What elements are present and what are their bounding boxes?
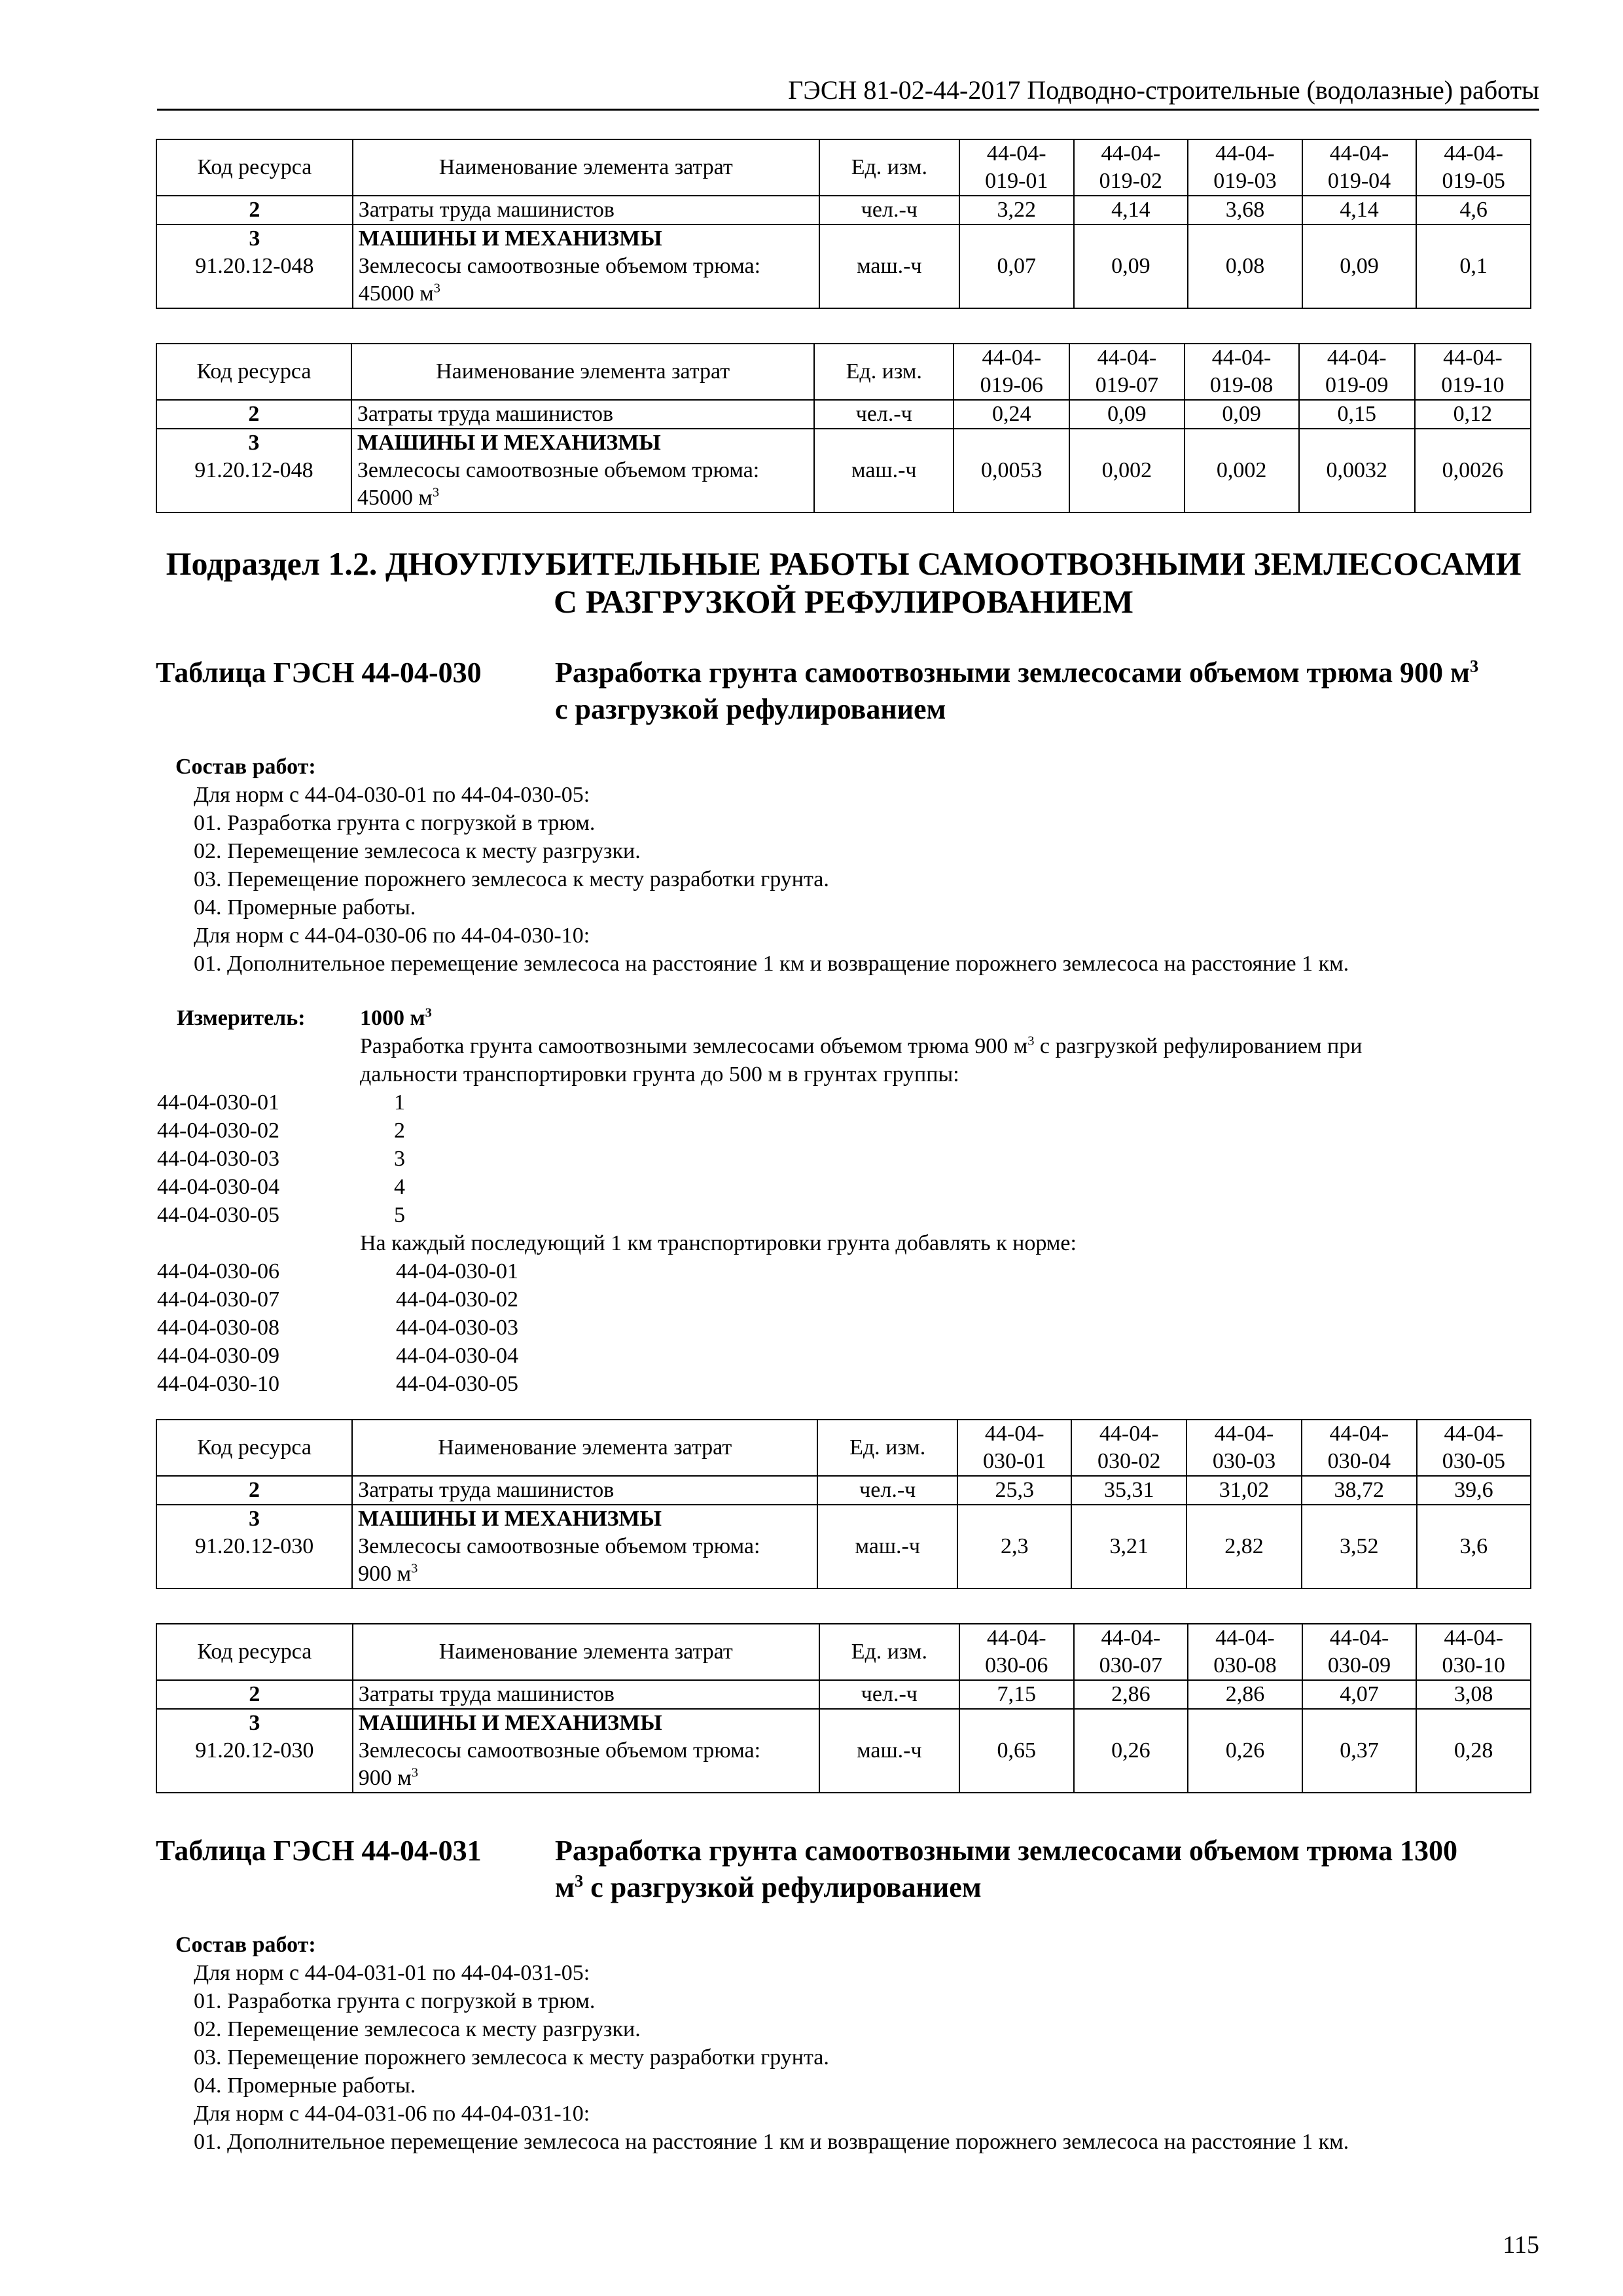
norm-code: 44-04-030-10 [157,1372,279,1396]
col-header-norm: 44-04- 019-07 [1069,344,1184,400]
cell-value: 31,02 [1186,1476,1302,1505]
meter-desc: Разработка грунта самоотвозными землесосами объемом трюма 900 $м^3$ с разгрузкой рефулированием при [360,1033,1363,1058]
cell-value: 0,09 [1302,224,1417,308]
col-header-norm: 44-04- 030-10 [1416,1624,1531,1680]
col-header-norm: 44-04- 030-04 [1302,1420,1417,1476]
cell-code: 3 91.20.12-048 [156,224,353,308]
table-title-030: Разработка грунта самоотвозными землесосами объемом трюма 900 $м^3$ с разгрузкой рефулированием [555,656,1479,725]
norm-code: 44-04-030-07 [157,1287,279,1312]
works-line: 01. Дополнительное перемещение землесоса на расстояние 1 км и возвращение порожнего землесоса на расстояние 1 км. [194,952,1349,976]
cell-name: Затраты труда машинистов [353,196,819,224]
col-header-norm: 44-04- 030-08 [1188,1624,1302,1680]
cell-value: 3,68 [1188,196,1302,224]
table-row-machines [156,1505,1531,1588]
works-line: 03. Перемещение порожнего землесоса к месту разработки грунта. [194,867,829,891]
cell-unit: маш.-ч [819,1709,959,1793]
norm-ref: 44-04-030-01 [396,1259,518,1283]
cell-unit: маш.-ч [817,1505,957,1588]
cell-value: 35,31 [1071,1476,1186,1505]
col-header-norm: 44-04- 019-05 [1416,139,1531,196]
cell-value: 0,37 [1302,1709,1417,1793]
cell-value: 0,0032 [1299,429,1415,512]
cell-name: Затраты труда машинистов [351,400,815,429]
cell-value: 3,52 [1302,1505,1417,1588]
norm-code: 44-04-030-03 [157,1147,279,1171]
cell-code: 3 91.20.12-030 [156,1709,353,1793]
works-line: 04. Промерные работы. [194,2073,416,2098]
col-header-unit: Ед. изм. [817,1420,957,1476]
table-row-machines [156,1709,1531,1793]
meter-value: 1000 $м^3$ [360,1005,432,1030]
works-line: 01. Дополнительное перемещение землесоса на расстояние 1 км и возвращение порожнего землесоса на расстояние 1 км. [194,2130,1349,2154]
works-head: Состав работ: [175,755,316,779]
cell-name: МАШИНЫ И МЕХАНИЗМЫ Землесосы самоотвозные объемом трюма: 45000 $м^3$ [351,429,815,512]
cell-value: 2,3 [957,1505,1071,1588]
table-row-labor [156,196,1531,224]
cell-name: МАШИНЫ И МЕХАНИЗМЫ Землесосы самоотвозные объемом трюма: 900 $м^3$ [353,1709,819,1793]
subsection-title-line2: С РАЗГРУЗКОЙ РЕФУЛИРОВАНИЕМ [554,583,1133,620]
cell-code: 2 [156,400,351,429]
norm-ref: 44-04-030-03 [396,1316,518,1340]
cell-value: 2,86 [1188,1680,1302,1709]
cell-value: 0,28 [1416,1709,1531,1793]
col-header-unit: Ед. изм. [819,1624,959,1680]
cell-value: 0,1 [1416,224,1531,308]
running-header: ГЭСН 81-02-44-2017 Подводно-строительные (водолазные) работы [157,72,1539,111]
add-text: На каждый последующий 1 км транспортировки грунта добавлять к норме: [360,1231,1077,1255]
works-line: Для норм с 44-04-031-06 по 44-04-031-10: [194,2102,590,2126]
col-header-norm: 44-04- 030-03 [1186,1420,1302,1476]
resource-table-019-01-05 [156,139,1531,309]
col-header-norm: 44-04- 019-02 [1074,139,1188,196]
norm-code: 44-04-030-08 [157,1316,279,1340]
cell-value: 3,21 [1071,1505,1186,1588]
cell-value: 0,07 [959,224,1074,308]
cell-value: 0,08 [1188,224,1302,308]
col-header-norm: 44-04- 019-10 [1415,344,1531,400]
norm-code: 44-04-030-09 [157,1344,279,1368]
cell-name: Затраты труда машинистов [353,1680,819,1709]
meter-desc-2: дальности транспортировки грунта до 500 м в грунтах группы: [360,1062,959,1086]
cell-value: 0,09 [1069,400,1184,429]
col-header-norm: 44-04- 019-03 [1188,139,1302,196]
norm-code: 44-04-030-02 [157,1119,279,1143]
works-line: 01. Разработка грунта с погрузкой в трюм. [194,811,596,835]
cell-value: 25,3 [957,1476,1071,1505]
cell-value: 0,26 [1074,1709,1188,1793]
page-number: 115 [1503,2231,1539,2259]
works-line: 02. Перемещение землесоса к месту разгрузки. [194,839,641,863]
cell-value: 4,6 [1416,196,1531,224]
cell-code: 2 [156,1680,353,1709]
norm-group: 3 [394,1147,405,1171]
resource-table-030-06-10 [156,1623,1531,1793]
table-row-labor [156,1680,1531,1709]
norm-code: 44-04-030-04 [157,1175,279,1199]
works-composition-031 [175,1931,1550,2156]
cell-value: 2,82 [1186,1505,1302,1588]
col-header-norm: 44-04- 030-06 [959,1624,1074,1680]
col-header-norm: 44-04- 030-02 [1071,1420,1186,1476]
col-header-code: Код ресурса [156,139,353,196]
norm-group: 2 [394,1119,405,1143]
meter-label: Измеритель: [177,1006,306,1030]
cell-code: 2 [156,1476,352,1505]
cell-value: 0,09 [1074,224,1188,308]
cell-value: 3,08 [1416,1680,1531,1709]
norm-ref: 44-04-030-02 [396,1287,518,1312]
table-row-labor [156,1476,1531,1505]
works-line: 01. Разработка грунта с погрузкой в трюм. [194,1989,596,2013]
col-header-norm: 44-04- 030-01 [957,1420,1071,1476]
cell-code: 2 [156,196,353,224]
col-header-norm: 44-04- 019-04 [1302,139,1417,196]
col-header-name: Наименование элемента затрат [353,1624,819,1680]
table-row-machines [156,224,1531,308]
col-header-norm: 44-04- 019-06 [954,344,1069,400]
works-line: Для норм с 44-04-031-01 по 44-04-031-05: [194,1961,590,1985]
works-line: 04. Промерные работы. [194,895,416,920]
norm-group: 5 [394,1203,405,1227]
norm-ref: 44-04-030-04 [396,1344,518,1368]
norm-ref: 44-04-030-05 [396,1372,518,1396]
col-header-norm: 44-04- 030-09 [1302,1624,1417,1680]
cell-value: 0,24 [954,400,1069,429]
cell-unit: маш.-ч [819,224,959,308]
cell-value: 38,72 [1302,1476,1417,1505]
resource-table-019-06-10 [156,343,1531,513]
cell-unit: маш.-ч [814,429,954,512]
col-header-unit: Ед. изм. [819,139,959,196]
works-line: 02. Перемещение землесоса к месту разгрузки. [194,2017,641,2041]
col-header-name: Наименование элемента затрат [352,1420,817,1476]
cell-value: 0,002 [1069,429,1184,512]
col-header-norm: 44-04- 019-01 [959,139,1074,196]
works-line: Для норм с 44-04-030-06 по 44-04-030-10: [194,924,590,948]
table-label-031: Таблица ГЭСН 44-04-031 [156,1835,482,1867]
subsection-title [156,545,1531,620]
table-title-031: Разработка грунта самоотвозными землесосами объемом трюма 1300 $м^3$ с разгрузкой рефулированием [555,1835,1457,1903]
cell-value: 2,86 [1074,1680,1188,1709]
col-header-name: Наименование элемента затрат [351,344,815,400]
cell-value: 7,15 [959,1680,1074,1709]
col-header-norm: 44-04- 030-05 [1417,1420,1531,1476]
table-label-030: Таблица ГЭСН 44-04-030 [156,656,482,689]
cell-value: 0,26 [1188,1709,1302,1793]
works-head: Состав работ: [175,1933,316,1957]
cell-value: 39,6 [1417,1476,1531,1505]
cell-value: 3,6 [1417,1505,1531,1588]
cell-value: 0,65 [959,1709,1074,1793]
norm-code: 44-04-030-05 [157,1203,279,1227]
measure-block-030 [157,1004,1531,1398]
cell-unit: чел.-ч [819,196,959,224]
col-header-norm: 44-04- 019-08 [1185,344,1299,400]
cell-value: 0,12 [1415,400,1531,429]
cell-value: 0,0026 [1415,429,1531,512]
cell-name: МАШИНЫ И МЕХАНИЗМЫ Землесосы самоотвозные объемом трюма: 45000 $м^3$ [353,224,819,308]
works-composition-030 [175,753,1550,978]
cell-unit: чел.-ч [819,1680,959,1709]
cell-name: Затраты труда машинистов [352,1476,817,1505]
cell-value: 0,0053 [954,429,1069,512]
cell-value: 0,15 [1299,400,1415,429]
cell-unit: чел.-ч [814,400,954,429]
col-header-name: Наименование элемента затрат [353,139,819,196]
norm-code: 44-04-030-06 [157,1259,279,1283]
col-header-norm: 44-04- 030-07 [1074,1624,1188,1680]
works-line: 03. Перемещение порожнего землесоса к месту разработки грунта. [194,2045,829,2070]
cell-code: 3 91.20.12-048 [156,429,351,512]
norm-group: 4 [394,1175,405,1199]
col-header-code: Код ресурса [156,1624,353,1680]
cell-value: 4,14 [1302,196,1417,224]
norm-group: 1 [394,1090,405,1115]
col-header-unit: Ед. изм. [814,344,954,400]
col-header-code: Код ресурса [156,344,351,400]
works-line: Для норм с 44-04-030-01 по 44-04-030-05: [194,783,590,807]
table-row-labor [156,400,1531,429]
cell-value: 0,002 [1185,429,1299,512]
subsection-title-line1: Подраздел 1.2. ДНОУГЛУБИТЕЛЬНЫЕ РАБОТЫ САМООТВОЗНЫМИ ЗЕМЛЕСОСАМИ [166,545,1522,582]
norm-code: 44-04-030-01 [157,1090,279,1115]
cell-value: 4,14 [1074,196,1188,224]
cell-name: МАШИНЫ И МЕХАНИЗМЫ Землесосы самоотвозные объемом трюма: 900 $м^3$ [352,1505,817,1588]
cell-value: 0,09 [1185,400,1299,429]
cell-unit: чел.-ч [817,1476,957,1505]
col-header-norm: 44-04- 019-09 [1299,344,1415,400]
table-row-machines [156,429,1531,512]
col-header-code: Код ресурса [156,1420,352,1476]
resource-table-030-01-05 [156,1419,1531,1589]
cell-value: 3,22 [959,196,1074,224]
cell-code: 3 91.20.12-030 [156,1505,352,1588]
cell-value: 4,07 [1302,1680,1417,1709]
